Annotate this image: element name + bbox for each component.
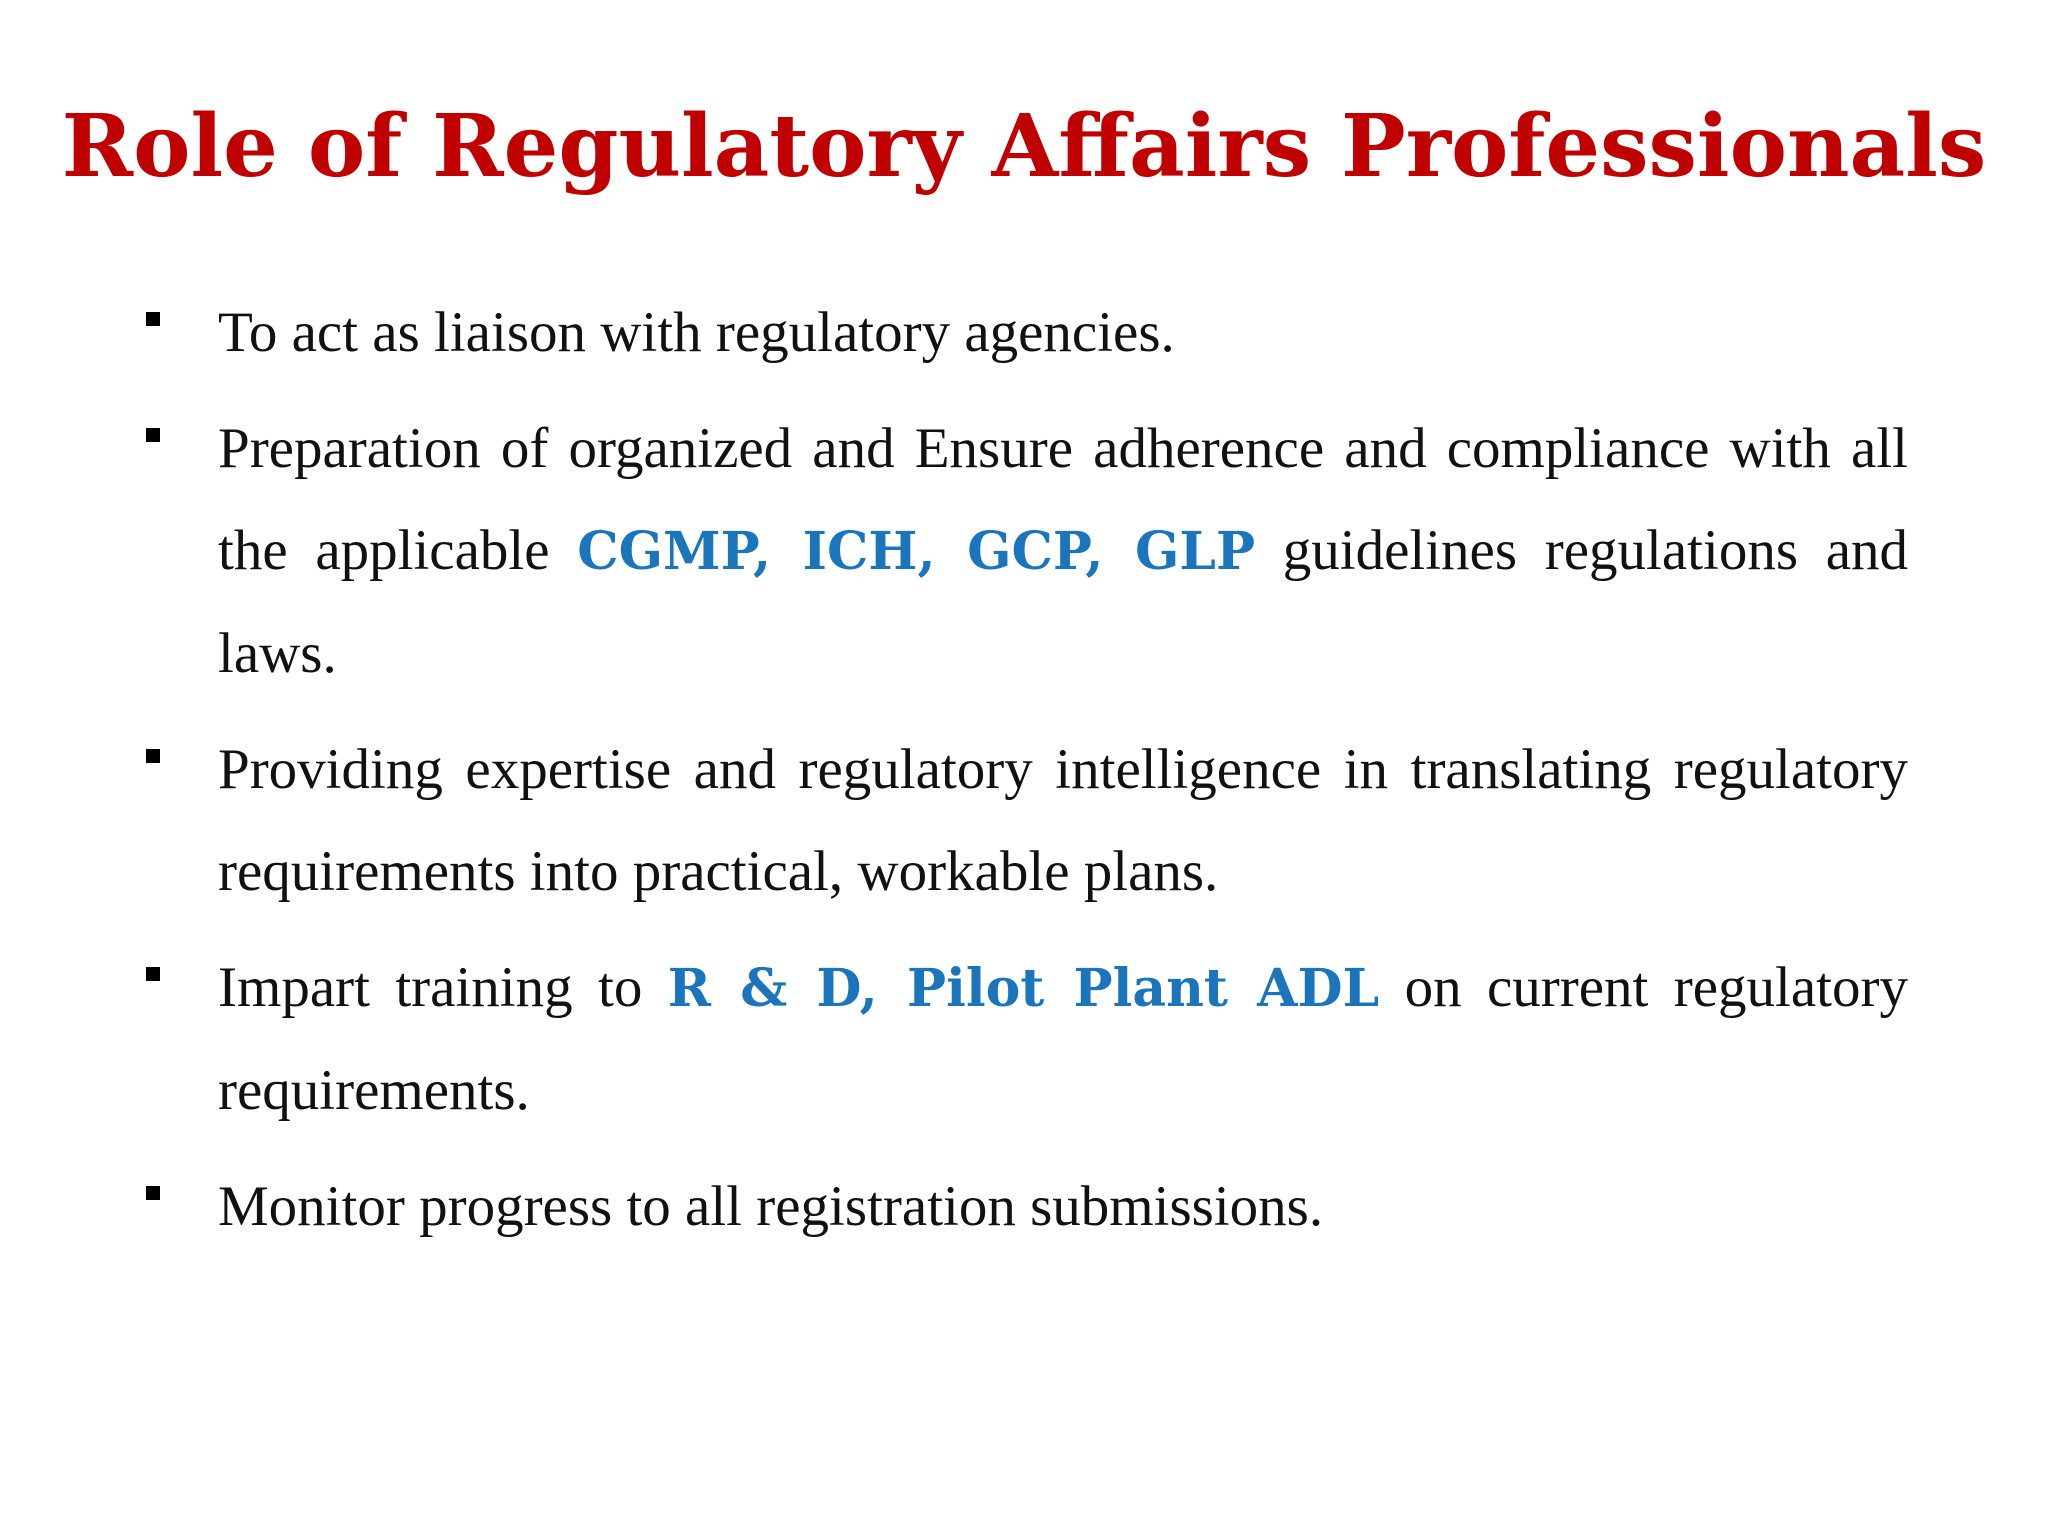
bullet-item-4: [138, 937, 1908, 1142]
bullet-text-before: Impart training to: [218, 956, 668, 1019]
bullet-item-1: [138, 282, 1908, 384]
square-bullet-icon: [138, 719, 218, 821]
bullet-list: [138, 282, 1908, 1272]
bullet-item-2: [138, 398, 1908, 705]
department-highlight: R & D, Pilot Plant ADL: [667, 958, 1380, 1019]
bullet-text: [218, 398, 1908, 705]
bullet-text: To act as liaison with regulatory agencies.: [218, 301, 1175, 364]
bullet-text-after: on current regulatory requirements.: [218, 956, 1909, 1122]
bullet-text: Monitor progress to all registration submissions.: [218, 1175, 1324, 1238]
bullet-text-after: guidelines regulations and laws.: [218, 519, 1908, 685]
bullet-text: [218, 937, 1908, 1142]
bullet-item-3: [138, 719, 1908, 923]
square-bullet-icon: [138, 398, 218, 500]
bullet-text: Providing expertise and regulatory intelligence in translating regulatory requirements into practical, workable plans.: [218, 738, 1908, 903]
square-bullet-icon: [138, 282, 218, 384]
square-bullet-icon: [138, 1156, 218, 1258]
bullet-item-5: [138, 1156, 1908, 1258]
square-bullet-icon: [138, 937, 218, 1039]
guideline-highlight: CGMP, ICH, GCP, GLP: [577, 521, 1256, 582]
slide-title: Role of Regulatory Affairs Professionals: [61, 96, 1987, 197]
bullet-text-before: Preparation of organized and Ensure adherence and compliance with all the applicable: [218, 417, 1908, 582]
